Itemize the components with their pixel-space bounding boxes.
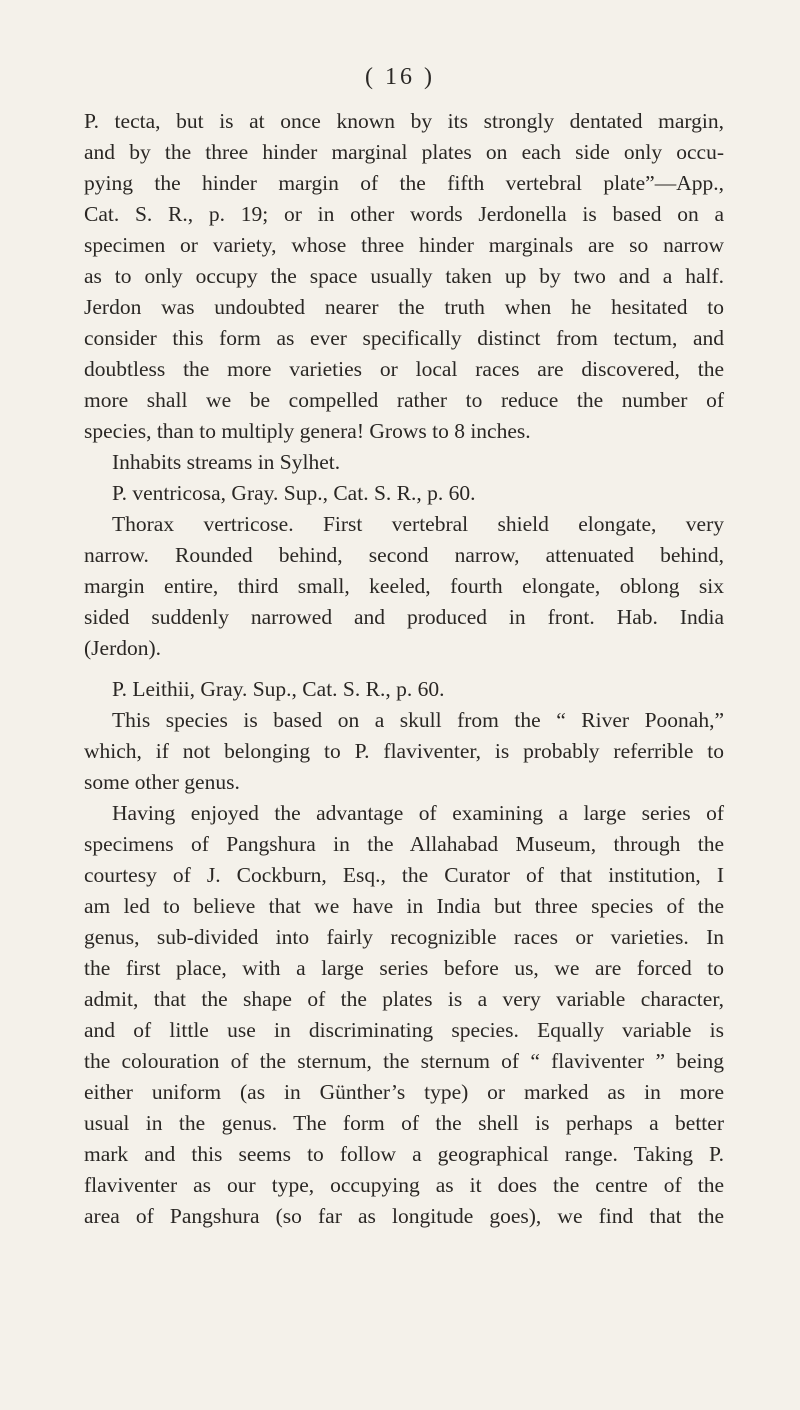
text-line: P. tecta, but is at once known by its strongly dentated margin, [84,109,724,133]
text-line: Thorax vertricose. First vertebral shield elongate, very [112,512,724,536]
text-line: usual in the genus. The form of the shell is perhaps a better [84,1111,724,1135]
species-heading-leithii [84,674,724,705]
text-line: Having enjoyed the advantage of examining a large series of [112,801,724,825]
text-line: which, if not belonging to P. flaviventer, is probably referrible to [84,739,724,763]
text-line: the first place, with a large series before us, we are forced to [84,956,724,980]
text-line: courtesy of J. Cockburn, Esq., the Curator of that institution, I [84,863,724,887]
species-heading-ventricosa [84,478,724,509]
text-line: some other genus. [84,770,240,794]
text-line: Inhabits streams in Sylhet. [112,450,341,474]
text-line: mark and this seems to follow a geographical range. Taking P. [84,1142,724,1166]
paragraph-leithii-description [84,705,724,798]
text-line: consider this form as ever specifically distinct from tectum, and [84,326,724,350]
text-line: the colouration of the sternum, the sternum of “ flaviventer ” being [84,1049,724,1073]
text-line: genus, sub-divided into fairly recognizible races or varieties. In [84,925,724,949]
text-line: area of Pangshura (so far as longitude goes), we find that the [84,1204,724,1228]
text-line: flaviventer as our type, occupying as it does the centre of the [84,1173,724,1197]
text-line: narrow. Rounded behind, second narrow, attenuated behind, [84,543,724,567]
paragraph-tecta-continuation [84,106,724,447]
text-line: Jerdon was undoubted nearer the truth when he hesitated to [84,295,724,319]
species-heading: P. ventricosa, Gray. Sup., Cat. S. R., p. 60. [112,481,476,505]
species-heading: P. Leithii, Gray. Sup., Cat. S. R., p. 60. [112,677,445,701]
text-line: margin entire, third small, keeled, fourth elongate, oblong six [84,574,724,598]
text-line: (Jerdon). [84,636,162,660]
paragraph-pangshura-discussion [84,798,724,1232]
text-line: pying the hinder margin of the fifth vertebral plate”—App., [84,171,724,195]
paragraph-habitat [84,447,724,478]
text-line: and by the three hinder marginal plates on each side only occu- [84,140,724,164]
text-line: am led to believe that we have in India but three species of the [84,894,724,918]
text-line: specimens of Pangshura in the Allahabad Museum, through the [84,832,724,856]
text-line: Cat. S. R., p. 19; or in other words Jerdonella is based on a [84,202,724,226]
text-line: either uniform (as in Günther’s type) or marked as in more [84,1080,724,1104]
text-line: This species is based on a skull from the “ River Poonah,” [112,708,724,732]
text-line: and of little use in discriminating species. Equally variable is [84,1018,724,1042]
paragraph-ventricosa-description [84,509,724,664]
text-line: as to only occupy the space usually taken up by two and a half. [84,264,724,288]
text-line: sided suddenly narrowed and produced in front. Hab. India [84,605,724,629]
body-text [84,106,724,1232]
text-line: more shall we be compelled rather to reduce the number of [84,388,724,412]
text-line: specimen or variety, whose three hinder marginals are so narrow [84,233,724,257]
page-number: ( 16 ) [365,64,435,90]
text-line: admit, that the shape of the plates is a very variable character, [84,987,724,1011]
text-line: species, than to multiply genera! Grows to 8 inches. [84,419,531,443]
text-line: doubtless the more varieties or local races are discovered, the [84,357,724,381]
